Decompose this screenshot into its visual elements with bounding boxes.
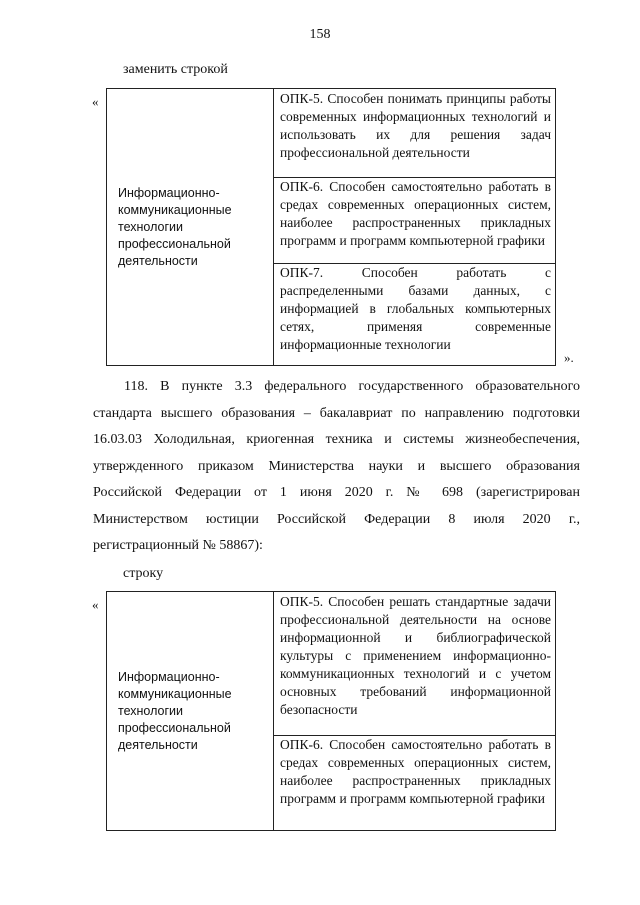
competency-area-cell <box>107 592 274 830</box>
amendment-paragraph <box>93 374 580 560</box>
replace-instruction: заменить строкой <box>123 62 228 77</box>
competency-opk5: ОПК-5. Способен решать стандартные задачи профессиональной деятельности на основе информационной и библиографической культуры с применением информационно-коммуникационных технологий и с учетом основных требований информационной безопасности <box>280 594 551 717</box>
competency-column <box>274 89 555 365</box>
competency-table-old <box>106 591 556 831</box>
competency-opk6: ОПК-6. Способен самостоятельно работать в средах современных операционных систем, наиболее распространенных прикладных программ и программ компьютерной графики <box>274 735 555 808</box>
competency-table-new <box>106 88 556 366</box>
row-instruction: строку <box>123 566 164 581</box>
competency-area-label: Информационно-коммуникационные технологии профессиональной деятельности <box>118 669 232 752</box>
competency-opk7: ОПК-7. Способен работать с распределенными базами данных, с информацией в глобальных компьютерных сетях, применяя современные информационные технологии <box>274 263 555 354</box>
closing-quote: ». <box>564 350 574 365</box>
competency-opk5: ОПК-5. Способен понимать принципы работы современных информационных технологий и использовать их для решения задач профессиональной деятельности <box>280 91 551 160</box>
amendment-paragraph-text: 118. В пункте 3.3 федерального государственного образовательного стандарта высшего образования – бакалавриат по направлению подготовки 16.03.03 Холодильная, криогенная техника и системы жизнеобеспечения, утвержденного приказом Министерства науки и высшего образования Российской Федерации от 1 июня 2020 г. № 698 (зарегистрирован Министерством юстиции Российской Федерации 8 июля 2020 г., регистрационный № 58867): <box>93 379 580 553</box>
competency-opk6: ОПК-6. Способен самостоятельно работать в средах современных операционных систем, наиболее распространенных прикладных программ и программ компьютерной графики <box>274 177 555 250</box>
opening-quote-2: « <box>92 597 99 612</box>
competency-area-cell <box>107 89 274 365</box>
page-number: 158 <box>309 27 331 42</box>
competency-column <box>274 592 555 830</box>
opening-quote: « <box>92 94 99 109</box>
competency-area-label: Информационно-коммуникационные технологии профессиональной деятельности <box>118 185 232 268</box>
